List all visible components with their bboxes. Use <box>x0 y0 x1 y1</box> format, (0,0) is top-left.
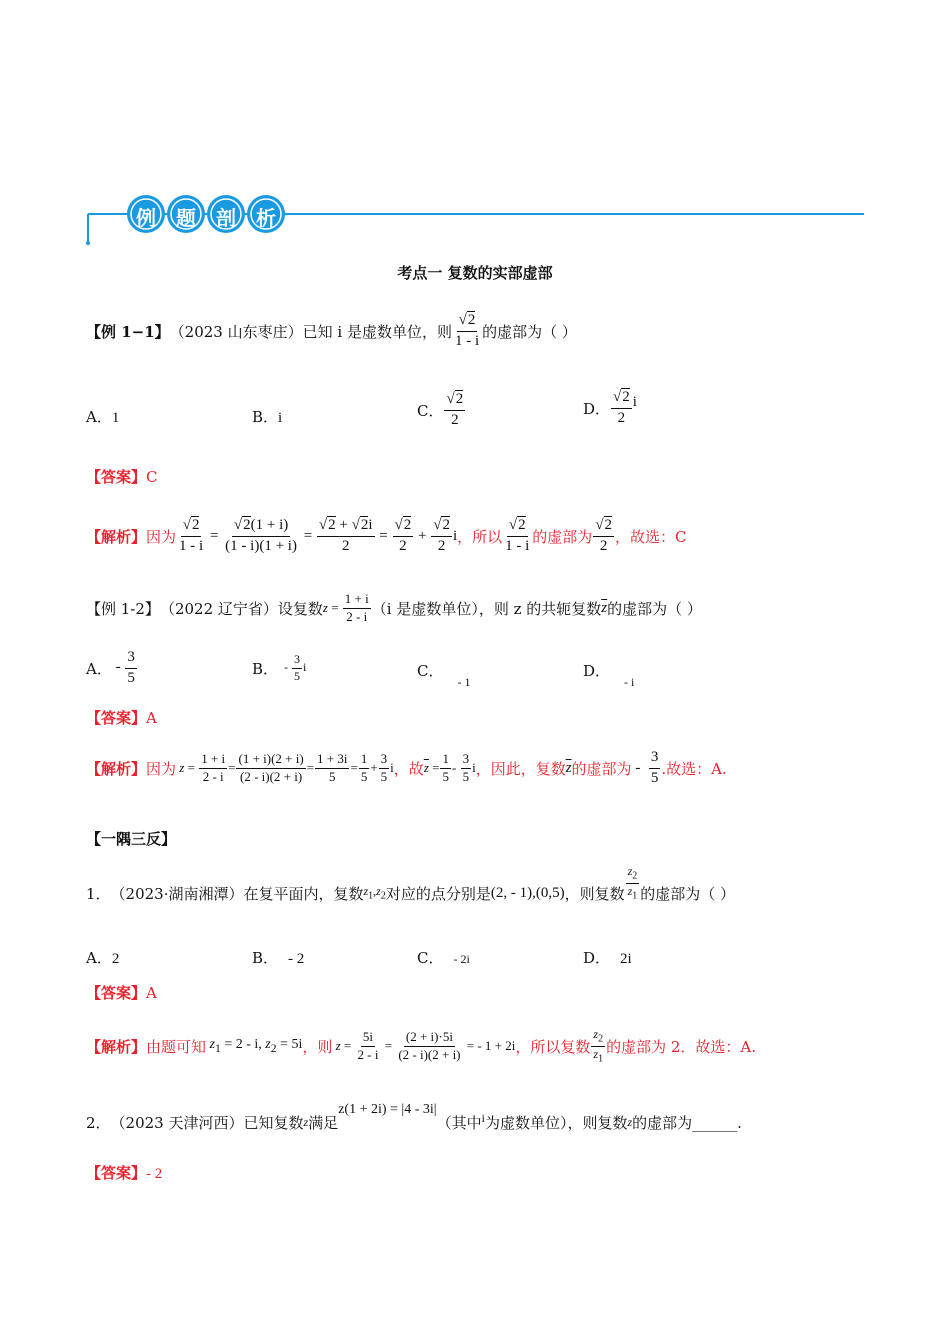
option-a[interactable]: A．2 <box>86 949 120 967</box>
answer-1-1: 【答案】C <box>86 468 158 486</box>
option-b[interactable]: B．i <box>252 408 283 426</box>
analysis-equation: z = $\frac{1 + i}{2 - i}$ = $\frac{(1 + i)(2 + i)}{(2 - i)(2 + i)}$ = $\frac{1 + 3i}{5}$ = $\frac{1}{5}$ + $\frac{3}{5}$ i <box>179 750 394 784</box>
banner-char-3: 剖 <box>216 206 236 230</box>
practice-heading: 【一隅三反】 <box>86 830 177 848</box>
answer-practice-1: 【答案】A <box>86 984 157 1002</box>
analysis-equation: $\frac{√2}{1 - i}$ = $\frac{√2(1 + i)}{(1 - i)(1 + i)}$ = $\frac{√2 + √2i}{2}$ = $\frac{√2}{2}$ + $\frac{√2}{2}$ i <box>179 517 458 554</box>
example-1-2-question: 【例 1-2】 （2022 辽宁省）设复数 z = $\frac{1 + i}{2 - i}$ （i 是虚数单位），则 z 的共轭复数 $\overline{z}$ 的虚部为（ ） <box>86 590 702 624</box>
banner-char-4: 析 <box>256 206 276 230</box>
option-a[interactable]: A． - $\frac{3}{5}$ <box>86 649 135 686</box>
fraction-sqrt2-over-1-minus-i: $\frac{√2}{1 - i}$ <box>454 312 480 349</box>
equation: z(1 + 2i) = |4 - 3i| <box>338 1102 437 1117</box>
option-c[interactable]: C． - 2i <box>417 949 470 967</box>
option-d[interactable]: D． $\frac{√2}{2}$ i <box>583 389 637 426</box>
question-text-pre: （2023 山东枣庄）已知 i 是虚数单位，则 <box>169 322 452 341</box>
section-title: 考点一 复数的实部虚部 <box>397 264 553 282</box>
analysis-practice-1: 【解析】 由题可知 $z_1 = 2 - i$, $z_2 = 5i$ ，则 z = $\frac{5i}{2 - i}$ = $\frac{(2 + i)\cdot 5i}{(2 - i)(2 + i)}$ = - 1 + 2i ，所以复数 $\frac{z_2}{z_1}$ 的虚部为 2．故选：A. <box>86 1026 756 1064</box>
answer-1-2: 【答案】A <box>86 709 157 727</box>
example-label: 【例 1-2】 <box>86 599 160 618</box>
example-1-1-question <box>86 296 577 366</box>
option-b[interactable]: B． - 2 <box>252 949 305 967</box>
practice-question-1: 1． （2023·湖南湘潭）在复平面内，复数 $z_1,z_2$ 对应的点分别是 (2, - 1),(0,5) ，则复数 $\frac{z_2}{z_1}$ 的虚部为（ ） <box>86 863 736 903</box>
option-d[interactable]: D． 2i <box>583 949 632 967</box>
example-label: 【例 1−1】 <box>86 322 170 341</box>
option-c[interactable]: C． $\frac{√2}{2}$ <box>417 391 464 428</box>
answer-practice-2: 【答案】- 2 <box>86 1164 163 1182</box>
analysis-1-2: 【解析】 因为 z = $\frac{1 + i}{2 - i}$ = $\frac{(1 + i)(2 + i)}{(2 - i)(2 + i)}$ = $\frac{1 + 3i}{5}$ = $\frac{1}{5}$ + $\frac{3}{5}$ i ，故 $\overline{z}$ = $\frac{1}{5}$ - $\frac{3}{5}$ i ，因此，复数 $\overline{z}$ 的虚部为 - $\frac{3}{5}$ .故选：A. <box>86 749 727 786</box>
banner-line-graphic <box>84 192 866 248</box>
option-c[interactable]: C．$_{- 1}$ <box>417 662 471 689</box>
blank-input[interactable]: 的虚部为______. <box>632 1113 742 1132</box>
option-a[interactable]: A．1 <box>86 408 120 426</box>
option-d[interactable]: D．$_{- i}$ <box>583 662 635 689</box>
analysis-1-1: 【解析】 因为 $\frac{√2}{1 - i}$ = $\frac{√2(1 + i)}{(1 - i)(1 + i)}$ = $\frac{√2 + √2i}{2}$ = $\frac{√2}{2}$ + $\frac{√2}{2}$ i ，所以 $\frac{√2}{1 - i}$ 的虚部为 $\frac{√2}{2}$ ，故选：C <box>86 517 687 554</box>
banner-char-2: 题 <box>176 206 196 230</box>
banner-char-1: 例 <box>136 206 156 230</box>
option-b[interactable]: B． - $\frac{3}{5}$ i <box>252 651 307 683</box>
question-text-post: 的虚部为（ ） <box>482 322 577 341</box>
practice-question-2: 2． （2023 天津河西）已知复数 z 满足 z(1 + 2i) = |4 - 3i| （其中 i 为虚数单位），则复数 z 的虚部为______. <box>86 1102 742 1132</box>
